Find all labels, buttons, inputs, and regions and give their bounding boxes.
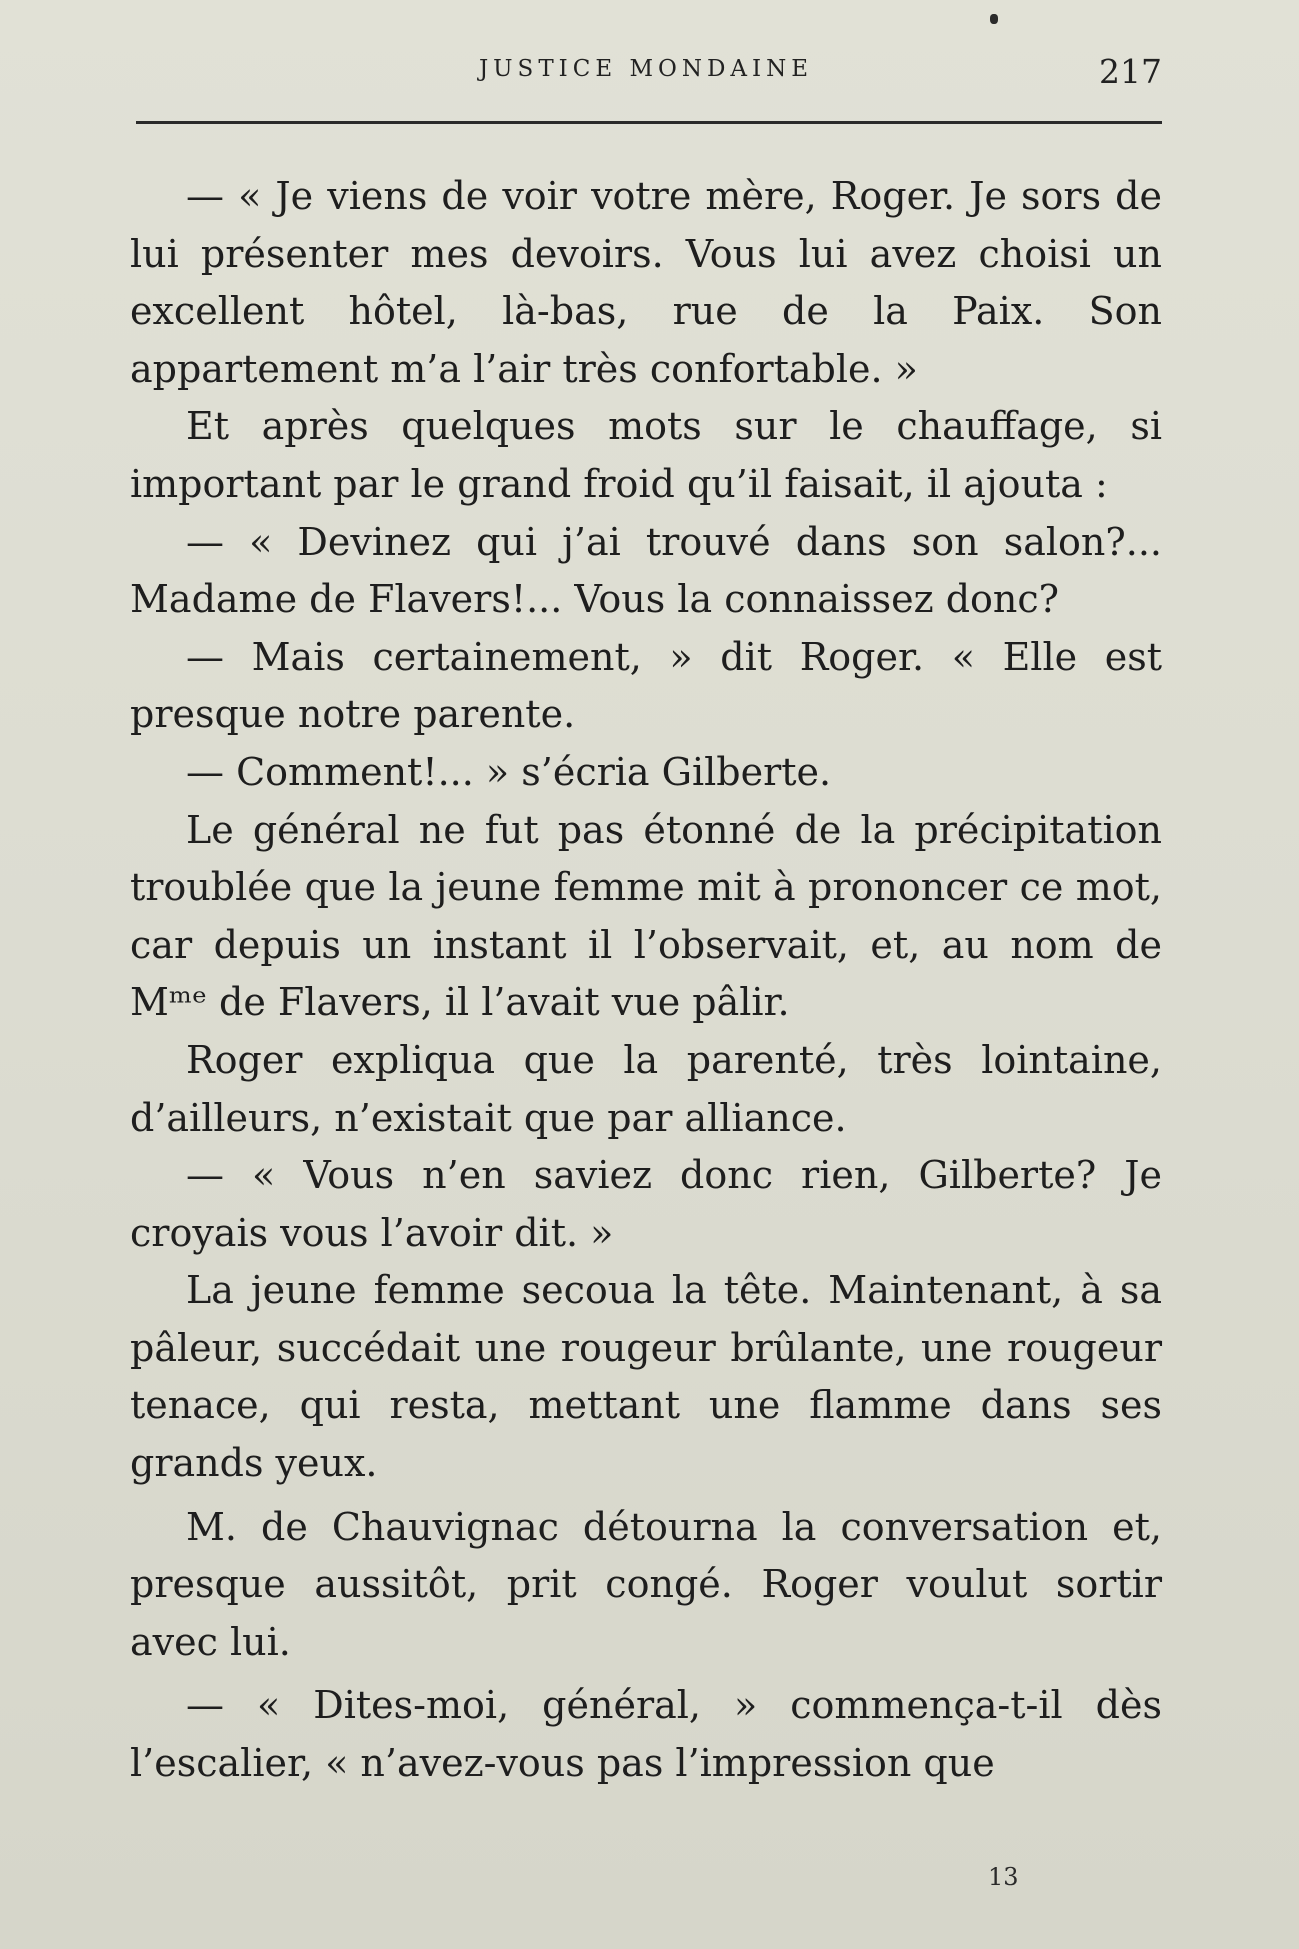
paragraph: Roger expliqua que la parenté, très lointaine, d’ailleurs, n’existait que par alliance. (130, 1037, 1162, 1140)
paragraph: — Mais certainement, » dit Roger. « Elle est presque notre parente. (130, 634, 1162, 737)
paragraph: — « Dites-moi, général, » commença-t-il dès l’escalier, « n’avez-vous pas l’impression que (130, 1683, 1162, 1786)
paragraph: Le général ne fut pas étonné de la précipitation troublée que la jeune femme mit à prononcer ce mot, car depuis un instant il l’observait, et, au nom de Mᵐᵉ de Flavers, il l’avait vue pâlir. (130, 807, 1162, 1025)
paragraph: La jeune femme secoua la tête. Maintenant, à sa pâleur, succédait une rougeur brûlante, une rougeur tenace, qui resta, mettant une flamme dans ses grands yeux. (130, 1268, 1162, 1486)
page-number: 217 (1099, 52, 1162, 91)
running-title: JUSTICE MONDAINE (478, 56, 814, 82)
body-text (130, 168, 1162, 1793)
ink-speck (990, 14, 998, 24)
paragraph: — « Je viens de voir votre mère, Roger. Je sors de lui présenter mes devoirs. Vous lui avez choisi un excellent hôtel, là-bas, rue de la Paix. Son appartement m’a l’air très confortable. » (130, 174, 1162, 391)
paragraph: — « Devinez qui j’ai trouvé dans son salon?... Madame de Flavers!... Vous la connaissez donc? (130, 519, 1162, 622)
paragraph: Et après quelques mots sur le chauffage, si important par le grand froid qu’il faisait, il ajouta : (130, 404, 1162, 506)
running-head (130, 52, 1162, 96)
paragraph: M. de Chauvignac détourna la conversation et, presque aussitôt, prit congé. Roger voulut sortir avec lui. (130, 1504, 1162, 1664)
paragraph: — « Vous n’en saviez donc rien, Gilberte? Je croyais vous l’avoir dit. » (130, 1153, 1162, 1255)
header-rule (136, 121, 1162, 124)
paragraph: — Comment!... » s’écria Gilberte. (186, 749, 832, 794)
signature-mark: 13 (988, 1863, 1019, 1891)
